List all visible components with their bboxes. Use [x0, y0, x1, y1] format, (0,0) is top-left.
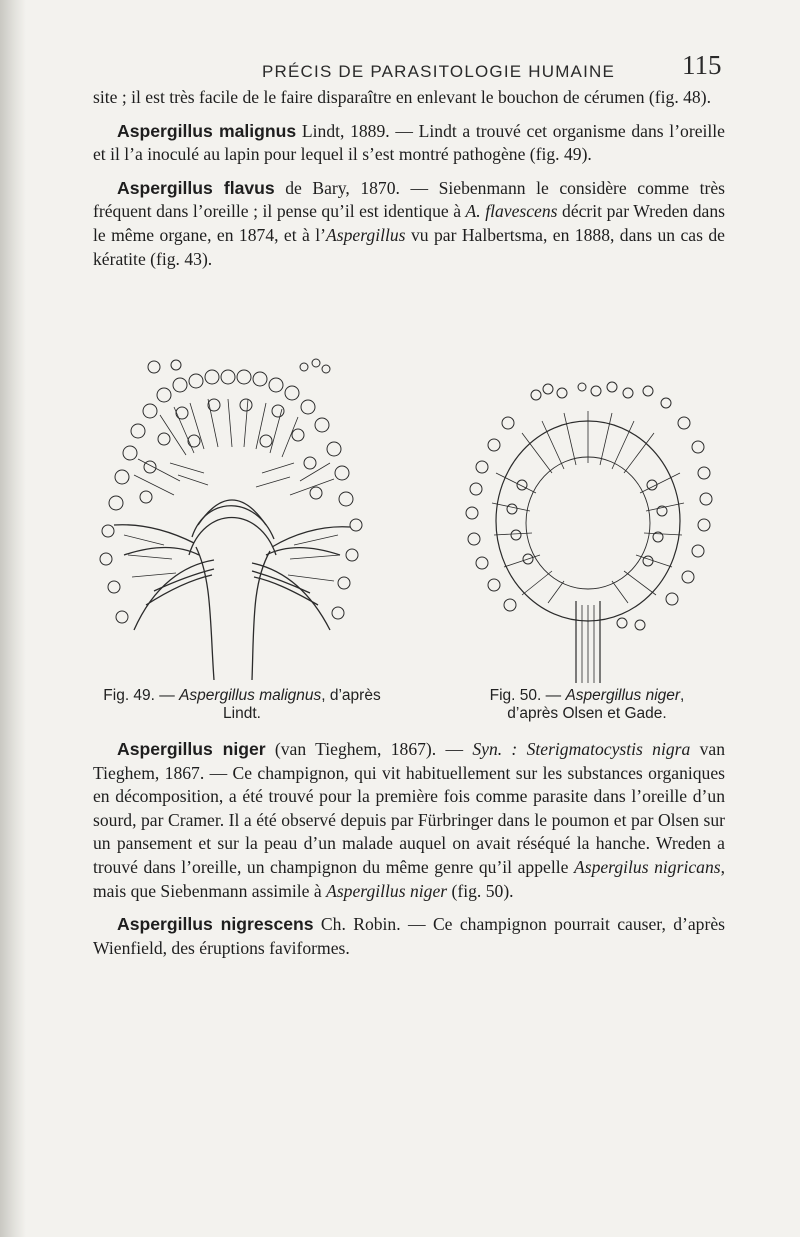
caption-50-prefix: Fig. 50. — [489, 687, 566, 704]
figure-50-caption [437, 687, 737, 723]
caption-50-species: Aspergillus niger [565, 687, 681, 704]
caption-49-suffix: , d’après [321, 687, 381, 704]
caption-50-line2: d’après Olsen et Gade. [507, 705, 667, 722]
page-edge-shadow [0, 0, 26, 1237]
top-text-block [93, 86, 725, 281]
paragraph-aspergillus-malignus [93, 120, 725, 167]
caption-49-species: Aspergillus malignus [179, 687, 322, 704]
caption-49-prefix: Fig. 49. — [103, 687, 180, 704]
heading-aspergillus-nigrescens: Aspergillus nigrescens [117, 914, 314, 935]
page-number: 115 [682, 50, 722, 80]
synonym-sterigmatocystis: Syn. : Sterigmatocystis nigra [472, 739, 691, 759]
text-niger-b: van Tieghem, 1867. — Ce champignon, qui vit habituellement sur les substances organiques en décomposition, a été trouvé pour la première fois comme parasite dans l’oreille d’un sourd, par Cramer. Il a été observé depuis par Fürbringer dans le poumon et par Olsen sur un pansement et sur la peau d’un malade auquel on avait réséqué la hanche. Wreden a trouvé dans l’oreille, un champignon du même genre qu’il appelle [93, 739, 725, 877]
text-aspergillus-malignus: Lindt, 1889. — Lindt a trouvé cet organisme dans l’oreille et il l’a inoculé au lapin pour lequel il s’est montré pathogène (fig. 49). [93, 120, 725, 165]
heading-aspergillus-flavus: Aspergillus flavus [117, 177, 275, 198]
heading-aspergillus-niger: Aspergillus niger [117, 739, 266, 759]
paragraph-aspergillus-niger [93, 738, 725, 903]
running-head: PRÉCIS DE PARASITOLOGIE HUMAINE [262, 62, 616, 81]
figure-49-illustration [94, 355, 370, 680]
species-flavescens: A. flavescens [465, 201, 558, 222]
text-nigrescens: Ch. Robin. — Ce champignon pourrait causer, d’après Wienfield, des éruptions faviformes. [93, 914, 725, 958]
species-nigricans: Aspergilus nigricans [573, 856, 721, 877]
figure-50-illustration [452, 373, 720, 683]
caption-50-line1 [437, 687, 737, 705]
figure-49-caption [92, 687, 392, 723]
caption-49-line1 [92, 687, 392, 705]
caption-49-line2: Lindt. [223, 705, 261, 722]
paragraph-cerumen: site ; il est très facile de le faire disparaître en enlevant le bouchon de cérumen (fig. 48). [93, 87, 711, 107]
paragraph-aspergillus-flavus [93, 177, 725, 271]
text-flavus-c: vu par Halbertsma, en 1888, dans un cas de kératite (fig. 43). [93, 224, 725, 269]
text-niger-c: , mais que Siebenmann assimile à [93, 856, 725, 901]
genus-aspergillus: Aspergillus [326, 224, 406, 245]
bottom-text-block [93, 738, 725, 970]
paragraph-aspergillus-nigrescens [93, 913, 725, 960]
text-flavus-b: décrit par Wreden dans le même organe, en 1874, et à l’ [93, 201, 725, 245]
text-niger-d: (fig. 50). [447, 880, 514, 901]
species-niger: Aspergillus niger [326, 880, 448, 901]
caption-50-suffix: , [680, 687, 685, 704]
text-niger-a: (van Tieghem, 1867). — [265, 739, 473, 759]
text-flavus-a: de Bary, 1870. — Siebenmann le considère comme très fréquent dans l’oreille ; il pense qu’il est identique à [93, 177, 725, 222]
heading-aspergillus-malignus: Aspergillus malignus [117, 120, 297, 141]
